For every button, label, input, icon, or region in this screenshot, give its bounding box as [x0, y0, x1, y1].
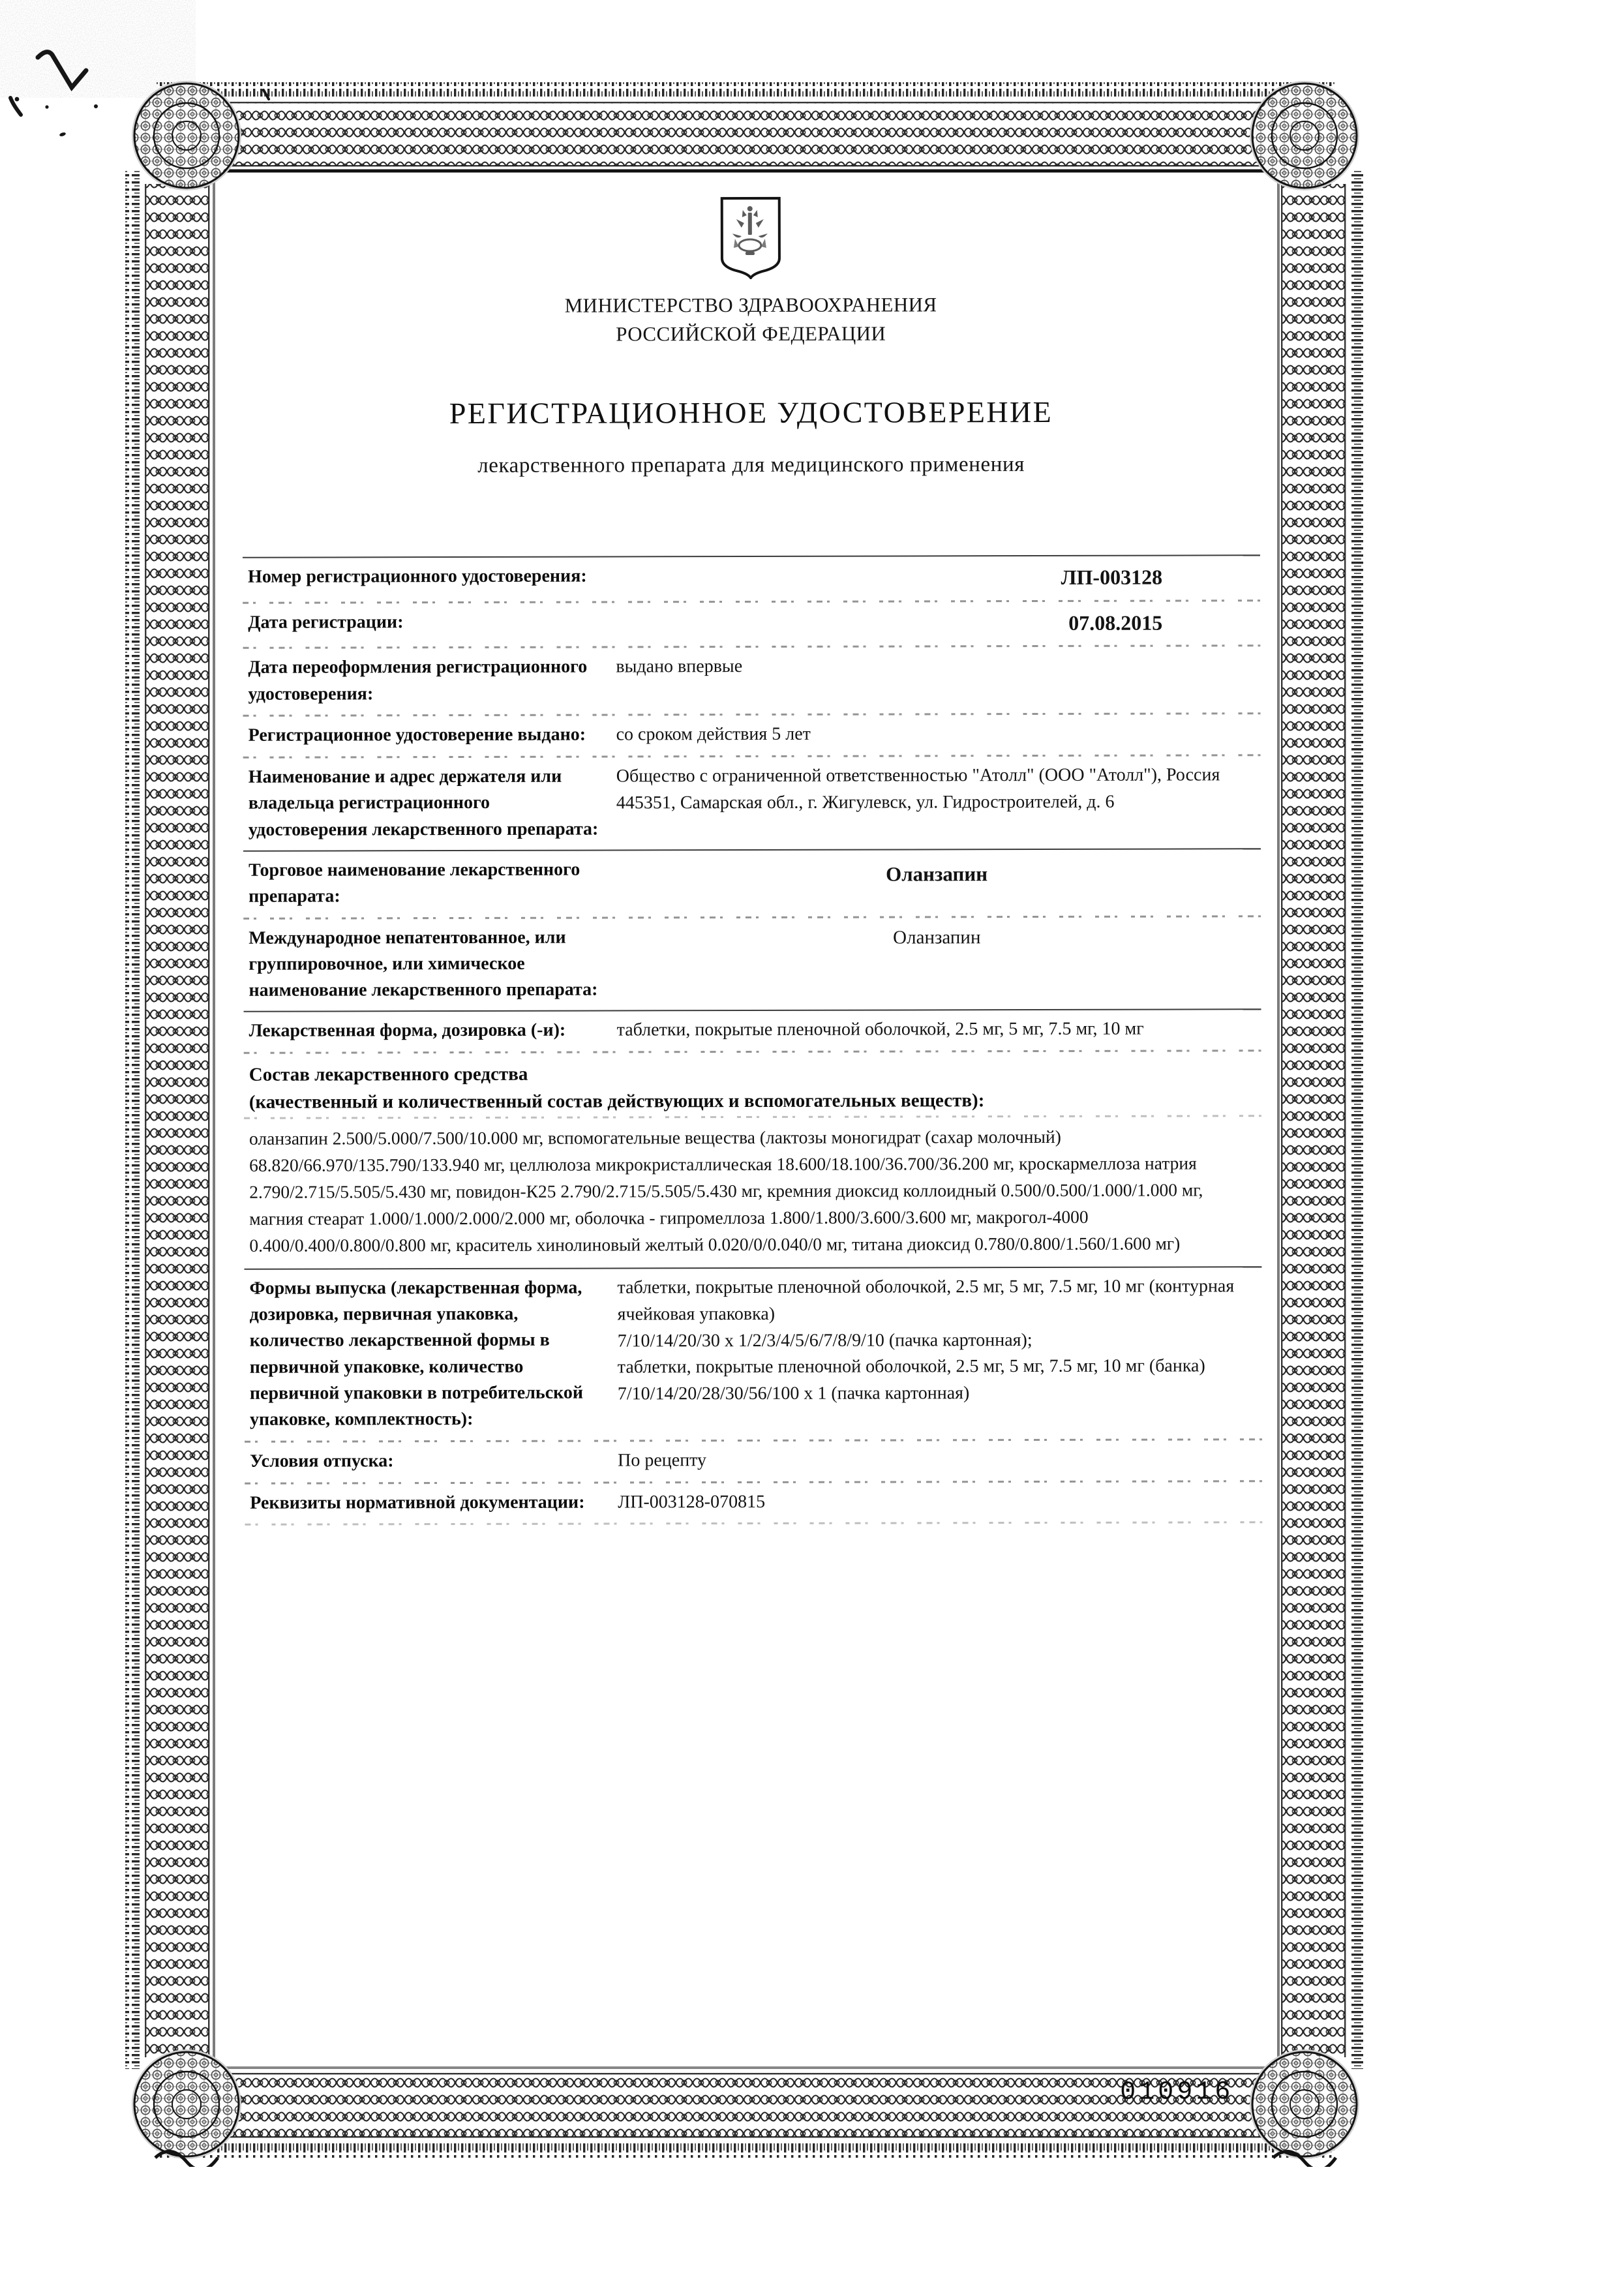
certificate-field-table	[243, 554, 1262, 1526]
field-value: Общество с ограниченной ответственностью "Атолл" (ООО "Атолл"), Россия 445351, Самарская обл., г. Жигулевск, ул. Гидростроителей, д. 6	[616, 764, 1220, 813]
composition-heading-line-1: Состав лекарственного средства	[249, 1064, 528, 1086]
field-label: Наименование и адрес держателя или владельца регистрационного удостоверения лекарственного препарата:	[248, 766, 599, 840]
ministry-line-2: РОССИЙСКОЙ ФЕДЕРАЦИИ	[616, 322, 886, 346]
field-label: Лекарственная форма, дозировка (-и):	[249, 1020, 566, 1042]
field-label: Международное непатентованное, или группировочное, или химическое наименование лекарственного препарата:	[249, 927, 598, 1001]
corner-rosette-tr	[1250, 81, 1359, 190]
composition-heading-line-2: (качественный и количественный состав действующих и вспомогательных веществ):	[249, 1090, 985, 1113]
field-value: По рецепту	[618, 1449, 707, 1471]
page-subtitle: лекарственного препарата для медицинского применения	[477, 453, 1025, 477]
field-value: таблетки, покрытые пленочной оболочкой, 2.5 мг, 5 мг, 7.5 мг, 10 мг (контурная ячейковая упаковка) 7/10/14/20/30 х 1/2/3/4/5/6/7/8/9/10 (пачка картонная); таблетки, покрытые пленочной оболочкой, 2.5 мг, 5 мг, 7.5 мг, 10 мг (банка) 7/10/14/20/28/30/56/100 х 1 (пачка картонная)	[617, 1276, 1235, 1404]
composition-body: оланзапин 2.500/5.000/7.500/10.000 мг, вспомогательные вещества (лактозы моногидрат (сахар молочный) 68.820/66.970/135.790/133.940 мг, целлюлоза микрокристаллическая 18.600/18.100/36.700/36.200 мг, кроскармеллоза натрия 2.790/2.715/5.505/5.430 мг, повидон-К25 2.790/2.715/5.505/5.430 мг, кремния диоксид коллоидный 0.500/0.500/1.000/1.000 мг, магния стеарат 1.000/1.000/2.000/2.000 мг, оболочка - гипромеллоза 1.800/1.800/3.600/3.600 мг, макрогол-4000 0.400/0.400/0.800/0.800 мг, краситель хинолиновый желтый 0.020/0/0.040/0 мг, титана диоксид 0.780/0.800/1.560/1.600 мг)	[249, 1126, 1203, 1256]
field-label: Торговое наименование лекарственного препарата:	[249, 859, 580, 907]
field-label: Регистрационное удостоверение выдано:	[248, 724, 586, 746]
handwritten-margin-marks	[0, 0, 274, 209]
field-label: Дата регистрации:	[248, 611, 404, 633]
ministry-line-1: МИНИСТЕРСТВО ЗДРАВООХРАНЕНИЯ	[564, 293, 937, 317]
field-row-normative-docs	[245, 1482, 1262, 1524]
field-row-registration-date	[243, 601, 1260, 647]
field-row-trade-name	[243, 849, 1261, 917]
serial-number: 010916	[1120, 2077, 1234, 2107]
field-label: Дата переоформления регистрационного удостоверения:	[248, 657, 588, 704]
field-value: 07.08.2015	[1068, 611, 1163, 635]
field-label: Реквизиты нормативной документации:	[250, 1492, 585, 1513]
composition-heading	[244, 1052, 1261, 1117]
field-row-holder	[243, 756, 1261, 850]
field-value: ЛП-003128-070815	[618, 1491, 766, 1513]
field-row-inn	[243, 917, 1261, 1011]
field-value: Оланзапин	[886, 862, 988, 886]
field-row-validity	[243, 714, 1261, 756]
ministry-heading	[242, 290, 1259, 350]
field-row-reissue-date	[243, 647, 1260, 715]
field-label: Номер регистрационного удостоверения:	[247, 566, 587, 587]
field-value: Оланзапин	[893, 926, 981, 948]
field-value: выдано впервые	[616, 656, 743, 677]
field-row-registration-number	[243, 556, 1260, 601]
field-row-release-forms	[244, 1267, 1262, 1440]
certificate-content	[242, 194, 1263, 2107]
field-value: таблетки, покрытые пленочной оболочкой, 2.5 мг, 5 мг, 7.5 мг, 10 мг	[616, 1019, 1144, 1040]
field-value: ЛП-003128	[1061, 565, 1163, 589]
field-value: со сроком действия 5 лет	[616, 723, 811, 745]
field-label: Условия отпуска:	[250, 1450, 394, 1472]
field-row-dispensing	[245, 1440, 1262, 1482]
field-row-dosage-form	[244, 1010, 1261, 1052]
coat-of-arms-emblem	[242, 194, 1259, 280]
field-label: Формы выпуска (лекарственная форма, дозировка, первичная упаковка, количество лекарственной формы в первичной упаковке, количество первичной упаковки в потребительской упаковке, комплектность):	[249, 1277, 584, 1430]
corner-rosette-br	[1250, 2049, 1359, 2159]
page-title: РЕГИСТРАЦИОННОЕ УДОСТОВЕРЕНИЕ	[449, 395, 1053, 430]
corner-rosette-bl	[132, 2049, 241, 2159]
